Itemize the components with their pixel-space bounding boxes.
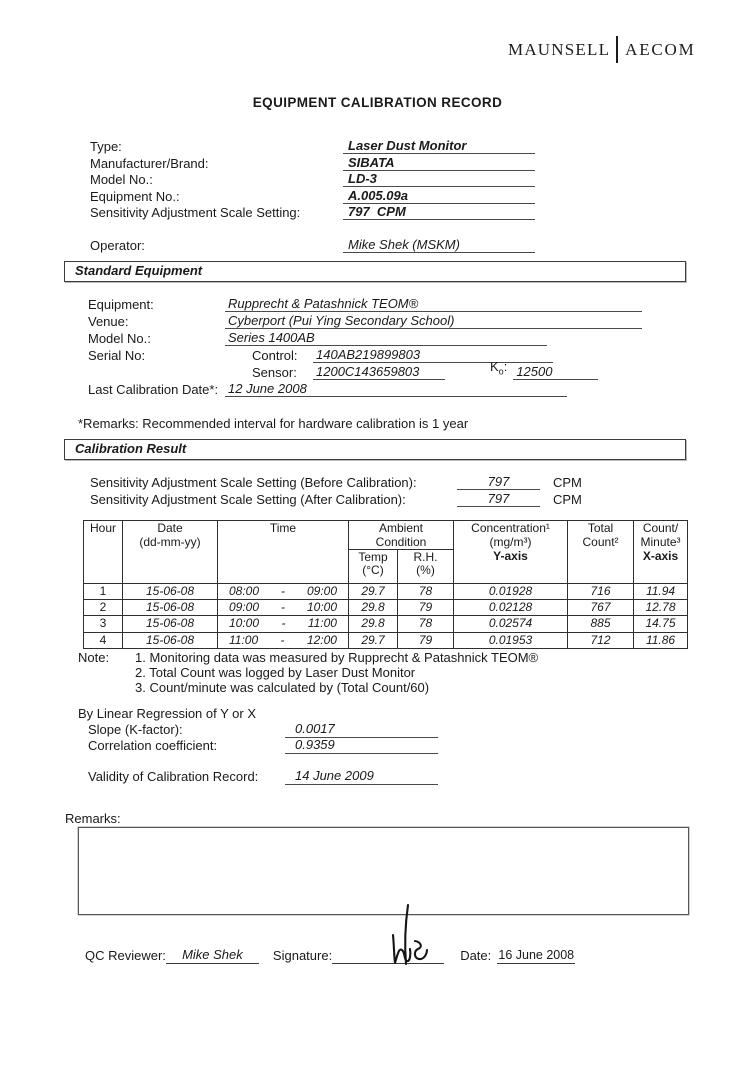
type-label: Type: xyxy=(90,139,122,155)
note-items xyxy=(135,650,538,696)
equipment-no-value: A.005.09a xyxy=(343,188,535,204)
ko-colon: : xyxy=(503,358,508,374)
header-total-count xyxy=(568,521,634,584)
header-rh xyxy=(398,550,454,584)
venue-value: Cyberport (Pui Ying Secondary School) xyxy=(225,313,642,330)
last-calibration-value: 12 June 2008 xyxy=(225,381,567,398)
header-total-line2: Count² xyxy=(582,534,619,549)
manufacturer-label: Manufacturer/Brand: xyxy=(90,155,209,171)
cell-concentration: 0.02574 xyxy=(454,616,568,632)
time-end: 09:00 xyxy=(306,584,337,599)
validity-label: Validity of Calibration Record: xyxy=(88,769,259,784)
standard-equipment-fields xyxy=(88,295,642,397)
slope-value: 0.0017 xyxy=(285,721,438,738)
before-calibration-label: Sensitivity Adjustment Scale Setting (Before Calibration): xyxy=(90,475,417,491)
sensor-label: Sensor: xyxy=(252,364,297,380)
header-ambient-line2: Condition xyxy=(375,534,427,549)
header-count-minute xyxy=(634,521,688,584)
cell-hour: 2 xyxy=(84,600,123,616)
row-validity xyxy=(78,769,438,785)
calibration-data-table xyxy=(83,520,688,649)
cell-total-count: 712 xyxy=(568,632,634,648)
time-end: 11:00 xyxy=(307,616,337,631)
header-x-axis: X-axis xyxy=(642,549,679,563)
cell-temp: 29.7 xyxy=(349,584,398,600)
ko-label xyxy=(490,359,507,380)
time-end: 12:00 xyxy=(306,632,337,647)
model-no-value: LD-3 xyxy=(343,171,535,187)
cell-hour: 3 xyxy=(84,616,123,632)
header-ambient xyxy=(349,521,454,550)
header-rh-line2: (%) xyxy=(416,563,435,577)
type-value: Laser Dust Monitor xyxy=(343,138,535,154)
time-start: 10:00 xyxy=(229,616,260,631)
calibration-result-fields xyxy=(90,474,582,507)
date-value: 16 June 2008 xyxy=(498,948,575,962)
date-label: Date: xyxy=(460,948,492,963)
header-date-line1: Date xyxy=(157,521,183,535)
note-item-1: 1. Monitoring data was measured by Rupprecht & Patashnick TEOM® xyxy=(135,650,539,665)
cell-concentration: 0.02128 xyxy=(454,600,568,616)
control-value: 140AB219899803 xyxy=(313,347,553,364)
time-dash: - xyxy=(281,600,285,615)
row-std-equipment xyxy=(88,295,642,312)
field-row-model xyxy=(90,171,535,187)
header-cpm-line2: Minute³ xyxy=(640,534,681,549)
cell-count-minute: 12.78 xyxy=(634,600,688,616)
cell-rh: 78 xyxy=(398,584,454,600)
cell-concentration: 0.01953 xyxy=(454,632,568,648)
header-time-text: Time xyxy=(269,521,297,535)
serial-no-label: Serial No: xyxy=(88,347,146,363)
regression-heading: By Linear Regression of Y or X xyxy=(78,706,257,721)
row-venue xyxy=(88,312,642,329)
cell-rh: 78 xyxy=(398,616,454,632)
row-before-calibration xyxy=(90,474,582,490)
table-row xyxy=(84,616,688,632)
venue-label: Venue: xyxy=(88,313,129,329)
signature-line xyxy=(332,963,444,964)
after-calibration-label: Sensitivity Adjustment Scale Setting (After Calibration): xyxy=(90,491,406,507)
control-label: Control: xyxy=(252,347,298,363)
cell-date: 15-06-08 xyxy=(123,632,218,648)
cell-time xyxy=(218,632,349,648)
row-last-calibration xyxy=(88,380,642,397)
qc-reviewer-label: QC Reviewer: xyxy=(85,948,166,963)
standard-equipment-section-header: Standard Equipment xyxy=(64,261,686,282)
after-calibration-value: 797 xyxy=(457,491,540,507)
signature-scribble xyxy=(366,903,446,969)
sensitivity-value: 797 CPM xyxy=(343,204,535,220)
cell-temp: 29.7 xyxy=(349,632,398,648)
row-serial-sensor xyxy=(88,358,642,380)
header-cpm-line1: Count/ xyxy=(642,521,679,535)
correlation-value: 0.9359 xyxy=(285,737,438,754)
ko-value: 12500 xyxy=(513,364,598,381)
header-temp xyxy=(349,550,398,584)
header-date-line2: (dd-mm-yy) xyxy=(139,534,201,549)
header-ambient-line1: Ambient xyxy=(378,521,424,535)
cell-date: 15-06-08 xyxy=(123,584,218,600)
header-temp-line1: Temp xyxy=(358,550,388,564)
cell-count-minute: 11.86 xyxy=(634,632,688,648)
std-model-label: Model No.: xyxy=(88,330,151,346)
note-item-2: 2. Total Count was logged by Laser Dust Monitor xyxy=(135,665,416,681)
cell-time xyxy=(218,616,349,632)
maunsell-aecom-logo xyxy=(508,36,696,63)
table-row xyxy=(84,584,688,600)
field-row-sensitivity xyxy=(90,204,535,220)
cell-count-minute: 14.75 xyxy=(634,616,688,632)
std-model-value: Series 1400AB xyxy=(225,330,547,347)
calibration-result-section-header: Calibration Result xyxy=(64,439,686,460)
signature-footer xyxy=(85,944,575,964)
ko-base: K xyxy=(490,358,499,374)
time-dash: - xyxy=(280,632,285,647)
std-equipment-label: Equipment: xyxy=(88,296,154,312)
header-hour-text: Hour xyxy=(89,521,116,535)
before-calibration-unit: CPM xyxy=(553,475,582,491)
time-dash: - xyxy=(281,616,286,631)
correlation-label: Correlation coefficient: xyxy=(88,738,218,753)
page-title: EQUIPMENT CALIBRATION RECORD xyxy=(252,95,503,110)
cell-count-minute: 11.94 xyxy=(634,584,688,600)
row-slope xyxy=(78,722,438,738)
model-no-label: Model No.: xyxy=(90,172,153,188)
field-row-operator xyxy=(90,237,535,253)
field-row-manufacturer xyxy=(90,154,535,170)
header-time xyxy=(218,521,349,584)
header-concentration xyxy=(454,521,568,584)
field-row-type xyxy=(90,138,535,154)
header-conc-line2: (mg/m³) xyxy=(489,534,532,549)
header-date xyxy=(123,521,218,584)
validity-value: 14 June 2009 xyxy=(285,768,438,785)
ko-sub: o xyxy=(498,366,504,377)
equipment-info-section xyxy=(90,138,535,253)
row-std-model xyxy=(88,329,642,346)
time-start: 08:00 xyxy=(229,584,260,599)
table-row xyxy=(84,632,688,648)
cell-date: 15-06-08 xyxy=(123,600,218,616)
slope-label: Slope (K-factor): xyxy=(88,722,183,737)
header-hour xyxy=(84,521,123,584)
logo-divider xyxy=(616,36,618,63)
after-calibration-unit: CPM xyxy=(553,491,582,507)
cell-temp: 29.8 xyxy=(349,616,398,632)
cell-time xyxy=(218,600,349,616)
operator-value: Mike Shek (MSKM) xyxy=(343,237,535,253)
cell-total-count: 885 xyxy=(568,616,634,632)
signature-label: Signature: xyxy=(272,948,333,963)
time-dash: - xyxy=(281,584,285,599)
operator-label: Operator: xyxy=(90,238,145,254)
row-serial-control xyxy=(88,346,642,363)
cell-hour: 4 xyxy=(84,632,123,648)
sensor-value: 1200C143659803 xyxy=(313,364,445,381)
sensitivity-label: Sensitivity Adjustment Scale Setting: xyxy=(90,204,301,220)
remarks-box xyxy=(78,827,689,915)
regression-section xyxy=(78,706,438,785)
last-calibration-label: Last Calibration Date*: xyxy=(88,381,219,397)
time-start: 09:00 xyxy=(229,600,260,615)
header-conc-line1: Concentration¹ xyxy=(471,521,550,535)
header-total-line1: Total xyxy=(587,521,614,535)
row-correlation xyxy=(78,738,438,754)
cell-time xyxy=(218,584,349,600)
cell-total-count: 767 xyxy=(568,600,634,616)
header-rh-line1: R.H. xyxy=(413,550,438,564)
header-y-axis: Y-axis xyxy=(493,549,528,563)
time-end: 10:00 xyxy=(306,600,337,615)
logo-aecom-text: AECOM xyxy=(625,39,696,59)
field-row-equipment-no xyxy=(90,187,535,203)
hardware-calibration-remark: *Remarks: Recommended interval for hardware calibration is 1 year xyxy=(78,416,469,431)
table-row xyxy=(84,600,688,616)
cell-rh: 79 xyxy=(398,600,454,616)
std-equipment-value: Rupprecht & Patashnick TEOM® xyxy=(225,296,642,313)
cell-concentration: 0.01928 xyxy=(454,584,568,600)
logo-maunsell-text: MAUNSELL xyxy=(508,39,611,59)
qc-reviewer-value: Mike Shek xyxy=(166,947,259,964)
row-after-calibration xyxy=(90,490,582,506)
remarks-label: Remarks: xyxy=(65,811,121,826)
time-start: 11:00 xyxy=(229,632,259,647)
note-label: Note: xyxy=(78,650,110,665)
note-item-3: 3. Count/minute was calculated by (Total Count/60) xyxy=(135,680,430,696)
notes-section xyxy=(78,650,538,696)
equipment-no-label: Equipment No.: xyxy=(90,188,180,204)
header-temp-line2: (°C) xyxy=(362,563,384,577)
cell-temp: 29.8 xyxy=(349,600,398,616)
before-calibration-value: 797 xyxy=(457,474,540,490)
cell-total-count: 716 xyxy=(568,584,634,600)
manufacturer-value: SIBATA xyxy=(343,155,535,171)
cell-date: 15-06-08 xyxy=(123,616,218,632)
cell-rh: 79 xyxy=(398,632,454,648)
cell-hour: 1 xyxy=(84,584,123,600)
